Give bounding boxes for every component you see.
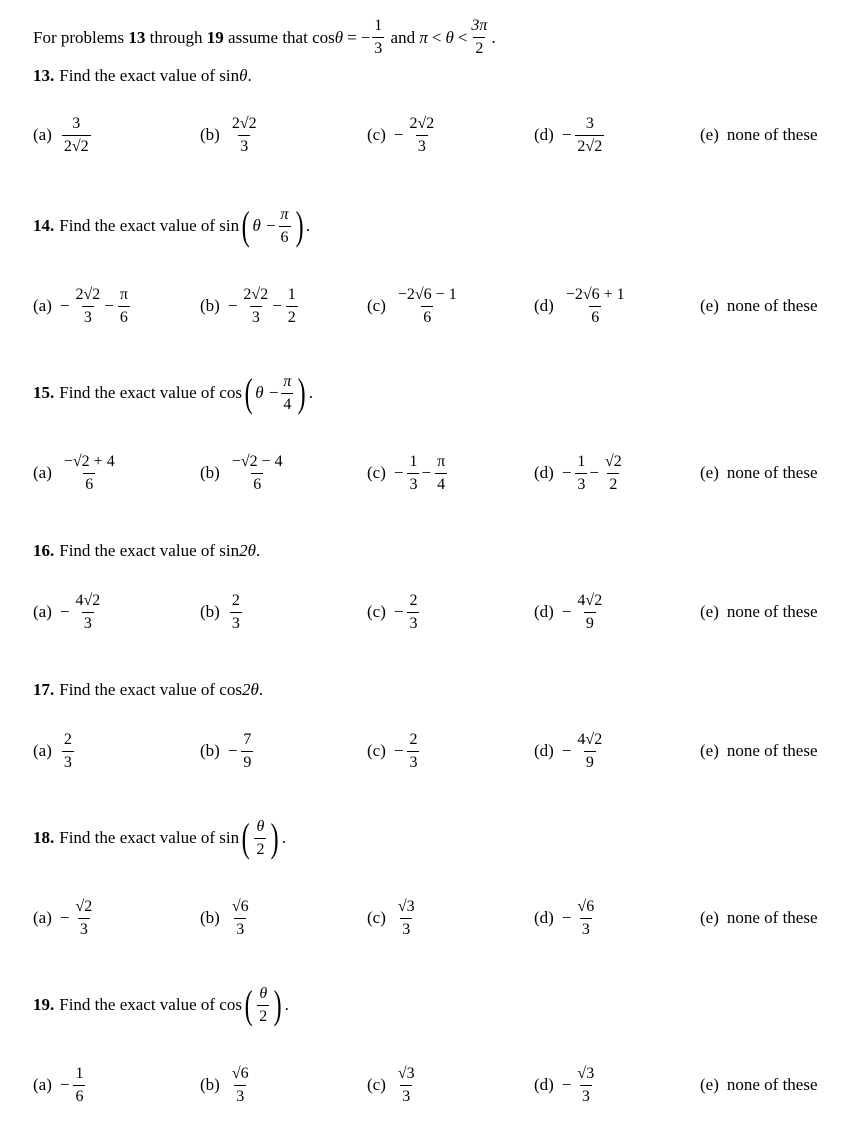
option-sign: − bbox=[393, 463, 404, 482]
option-fraction-num: −√2 + 4 bbox=[63, 452, 115, 470]
answer-option-a[interactable] bbox=[33, 589, 104, 635]
right-paren: ) bbox=[295, 203, 304, 248]
question-end: . bbox=[284, 995, 289, 1014]
option-fraction bbox=[396, 1066, 417, 1105]
intro-pi: π bbox=[419, 27, 428, 47]
question-17 bbox=[33, 680, 263, 700]
option-label: (c) bbox=[367, 296, 386, 315]
intro-lead: For problems bbox=[33, 27, 125, 47]
question-arg: 2θ bbox=[239, 541, 256, 560]
option-fraction-num: √6 bbox=[231, 1064, 249, 1082]
answer-option-a[interactable] bbox=[33, 1062, 87, 1108]
option-sign: − bbox=[561, 463, 572, 482]
option-label: (e) bbox=[700, 296, 719, 315]
option-fraction-den: 2√2 bbox=[62, 135, 91, 155]
question-number: 14. bbox=[33, 216, 55, 235]
question-number: 15. bbox=[33, 383, 55, 402]
question-end: . bbox=[305, 216, 311, 235]
question-arg-num: π bbox=[280, 205, 289, 223]
option-fraction-den: 6 bbox=[251, 473, 263, 493]
answer-option-e[interactable] bbox=[700, 895, 818, 941]
question-func: sin bbox=[219, 216, 240, 235]
intro-lt-1: < bbox=[431, 27, 442, 47]
option-fraction bbox=[230, 593, 242, 632]
answer-option-b[interactable] bbox=[200, 1062, 253, 1108]
option-sign: − bbox=[393, 602, 404, 621]
question-number: 17. bbox=[33, 680, 55, 699]
answer-option-a[interactable] bbox=[33, 895, 96, 941]
option-fraction-den: 3 bbox=[230, 612, 242, 632]
answer-option-e[interactable] bbox=[700, 589, 818, 635]
answer-option-d[interactable] bbox=[534, 728, 606, 774]
question-prompt: Find the exact value of bbox=[59, 383, 216, 402]
answer-option-b[interactable] bbox=[200, 895, 253, 941]
option-label: (b) bbox=[200, 741, 220, 760]
option-fraction-den: 3 bbox=[580, 1085, 592, 1105]
option-fraction-den: 6 bbox=[83, 473, 95, 493]
option-fraction-num: 1 bbox=[75, 1064, 84, 1082]
answer-option-c[interactable] bbox=[367, 112, 438, 158]
option-label: (b) bbox=[200, 125, 220, 144]
option-fraction-num: −2√6 + 1 bbox=[565, 285, 625, 303]
option-sign: − bbox=[561, 602, 572, 621]
option-label: (e) bbox=[700, 1075, 719, 1094]
option-fraction bbox=[73, 593, 102, 632]
option-fraction-num: √3 bbox=[577, 1064, 595, 1082]
option-label: (d) bbox=[534, 602, 554, 621]
option-fraction-den: 6 bbox=[73, 1085, 85, 1105]
option-fraction-den: 3 bbox=[82, 306, 94, 326]
option-fraction-den: 6 bbox=[589, 306, 601, 326]
option-fraction-num: 4√2 bbox=[577, 730, 603, 748]
right-paren: ) bbox=[271, 815, 280, 860]
option-fraction bbox=[230, 1066, 251, 1105]
option-fraction-num: 1 bbox=[577, 452, 586, 470]
answer-option-d[interactable] bbox=[534, 589, 606, 635]
option-label: (d) bbox=[534, 741, 554, 760]
option-label: (a) bbox=[33, 908, 52, 927]
option-text: none of these bbox=[726, 908, 818, 927]
question-14 bbox=[33, 203, 311, 248]
question-arg-num: π bbox=[283, 372, 292, 390]
option-label: (e) bbox=[700, 125, 719, 144]
option-fraction-den: 9 bbox=[241, 751, 253, 771]
option-fraction-2 bbox=[118, 287, 130, 326]
option-label: (a) bbox=[33, 463, 52, 482]
question-15 bbox=[33, 370, 313, 415]
option-label: (c) bbox=[367, 908, 386, 927]
option-label: (e) bbox=[700, 741, 719, 760]
answer-option-c[interactable] bbox=[367, 589, 421, 635]
option-sign: − bbox=[59, 296, 70, 315]
question-prompt: Find the exact value of bbox=[59, 995, 216, 1014]
question-arg-den: 6 bbox=[279, 226, 291, 246]
answer-option-d[interactable] bbox=[534, 450, 626, 496]
option-fraction bbox=[396, 899, 417, 938]
question-arg-den: 2 bbox=[254, 838, 266, 858]
intro-minus: − bbox=[360, 27, 371, 47]
answer-option-a[interactable] bbox=[33, 283, 132, 329]
intro-assume: assume that bbox=[228, 27, 308, 47]
question-func: cos bbox=[219, 680, 242, 699]
answer-option-c[interactable] bbox=[367, 728, 421, 774]
option-label: (d) bbox=[534, 1075, 554, 1094]
option-fraction bbox=[73, 899, 94, 938]
option-fraction bbox=[407, 593, 419, 632]
left-paren: ( bbox=[244, 982, 253, 1027]
answer-option-c[interactable] bbox=[367, 895, 419, 941]
option-fraction-den: 3 bbox=[580, 918, 592, 938]
option-fraction bbox=[73, 1066, 85, 1105]
option-fraction-den: 9 bbox=[584, 612, 596, 632]
option-fraction bbox=[575, 1066, 596, 1105]
option-fraction bbox=[564, 287, 627, 326]
option-sign: − bbox=[59, 1075, 70, 1094]
option-fraction-num: 3 bbox=[72, 114, 81, 132]
option-label: (e) bbox=[700, 463, 719, 482]
option-fraction-num: 1 bbox=[409, 452, 418, 470]
option-operator: − bbox=[421, 463, 432, 482]
option-label: (a) bbox=[33, 602, 52, 621]
answer-option-e[interactable] bbox=[700, 728, 818, 774]
question-arg-den: 2 bbox=[257, 1005, 269, 1025]
option-fraction bbox=[407, 116, 436, 155]
option-fraction bbox=[396, 287, 459, 326]
option-fraction-den: 3 bbox=[416, 135, 428, 155]
option-fraction bbox=[62, 116, 91, 155]
question-arg-fraction bbox=[279, 207, 291, 246]
question-16 bbox=[33, 541, 260, 561]
option-fraction-2-num: √2 bbox=[605, 452, 622, 470]
intro-cos-den: 3 bbox=[372, 37, 384, 57]
option-fraction-num: 2 bbox=[409, 730, 418, 748]
option-sign: − bbox=[227, 741, 238, 760]
option-fraction-2-den: 4 bbox=[435, 473, 447, 493]
option-fraction-num: 4√2 bbox=[75, 591, 101, 609]
option-fraction-2 bbox=[286, 287, 298, 326]
option-fraction bbox=[575, 732, 604, 771]
option-label: (c) bbox=[367, 741, 386, 760]
question-arg-den: 4 bbox=[281, 393, 293, 413]
option-fraction bbox=[62, 454, 117, 493]
question-end: . bbox=[247, 66, 252, 85]
intro-and: and bbox=[390, 27, 416, 47]
option-label: (b) bbox=[200, 1075, 220, 1094]
option-fraction bbox=[407, 454, 419, 493]
question-end: . bbox=[255, 541, 261, 560]
question-19 bbox=[33, 982, 289, 1027]
question-arg-fraction bbox=[254, 819, 266, 858]
answer-option-a[interactable] bbox=[33, 450, 119, 496]
option-label: (d) bbox=[534, 125, 554, 144]
answer-option-e[interactable] bbox=[700, 283, 818, 329]
option-fraction-num: √6 bbox=[231, 897, 249, 915]
option-label: (c) bbox=[367, 1075, 386, 1094]
option-sign: − bbox=[393, 741, 404, 760]
option-fraction-num: 3 bbox=[585, 114, 594, 132]
option-fraction-den: 2√2 bbox=[575, 135, 604, 155]
answer-option-a[interactable] bbox=[33, 728, 76, 774]
option-fraction-num: √6 bbox=[577, 897, 595, 915]
option-fraction-2-num: π bbox=[119, 285, 128, 303]
intro-eq: = bbox=[347, 27, 357, 47]
option-sign: − bbox=[561, 125, 572, 144]
question-arg-pre: θ − bbox=[255, 383, 280, 402]
answer-option-b[interactable] bbox=[200, 589, 244, 635]
option-operator: − bbox=[272, 296, 282, 315]
answer-option-b[interactable] bbox=[200, 728, 255, 774]
answer-option-d[interactable] bbox=[534, 895, 598, 941]
option-fraction bbox=[241, 732, 253, 771]
option-fraction-den: 3 bbox=[400, 918, 412, 938]
option-label: (b) bbox=[200, 908, 220, 927]
option-fraction-2 bbox=[435, 454, 447, 493]
left-paren: ( bbox=[241, 815, 250, 860]
option-fraction bbox=[241, 287, 270, 326]
option-label: (d) bbox=[534, 296, 554, 315]
question-number: 13. bbox=[33, 66, 55, 85]
option-fraction-2-den: 2 bbox=[286, 306, 298, 326]
option-fraction-2 bbox=[603, 454, 624, 493]
option-fraction-num: 2 bbox=[231, 591, 240, 609]
option-fraction bbox=[575, 454, 587, 493]
answer-option-e[interactable] bbox=[700, 1062, 818, 1108]
intro-cos-num: 1 bbox=[374, 17, 383, 34]
option-fraction-num: 2 bbox=[409, 591, 418, 609]
option-fraction-den: 3 bbox=[407, 612, 419, 632]
option-fraction-2-num: π bbox=[437, 452, 446, 470]
option-fraction bbox=[575, 593, 604, 632]
question-prompt: Find the exact value of bbox=[59, 680, 216, 699]
option-label: (a) bbox=[33, 741, 52, 760]
question-func: cos bbox=[219, 383, 242, 402]
question-prompt: Find the exact value of bbox=[59, 828, 216, 847]
option-label: (b) bbox=[200, 463, 220, 482]
answer-option-d[interactable] bbox=[534, 112, 606, 158]
question-end: . bbox=[281, 828, 287, 847]
option-sign: − bbox=[561, 741, 572, 760]
option-fraction-den: 3 bbox=[62, 751, 74, 771]
intro-bound-num: 3π bbox=[471, 17, 488, 34]
option-fraction-num: 7 bbox=[243, 730, 252, 748]
option-fraction bbox=[230, 454, 285, 493]
answer-option-a[interactable] bbox=[33, 112, 93, 158]
question-arg-num: θ bbox=[259, 984, 268, 1002]
answer-option-b[interactable] bbox=[200, 283, 300, 329]
option-fraction-den: 3 bbox=[234, 1085, 246, 1105]
intro-lt-2: < bbox=[457, 27, 468, 47]
option-label: (b) bbox=[200, 602, 220, 621]
left-paren: ( bbox=[244, 370, 253, 415]
option-label: (a) bbox=[33, 1075, 52, 1094]
option-sign: − bbox=[227, 296, 238, 315]
answer-option-d[interactable] bbox=[534, 1062, 598, 1108]
option-fraction-2-den: 6 bbox=[118, 306, 130, 326]
right-paren: ) bbox=[298, 370, 307, 415]
option-operator: − bbox=[104, 296, 114, 315]
option-fraction-num: 2√2 bbox=[75, 285, 101, 303]
option-fraction-den: 3 bbox=[78, 918, 90, 938]
option-fraction-den: 6 bbox=[421, 306, 433, 326]
intro-from-num: 13 bbox=[128, 27, 146, 47]
option-label: (e) bbox=[700, 908, 719, 927]
option-fraction-num: 2√2 bbox=[243, 285, 269, 303]
option-fraction-num: √3 bbox=[397, 1064, 415, 1082]
option-label: (c) bbox=[367, 463, 386, 482]
option-label: (a) bbox=[33, 125, 52, 144]
option-sign: − bbox=[393, 125, 404, 144]
question-arg-fraction bbox=[281, 374, 293, 413]
intro-bound-den: 2 bbox=[473, 37, 485, 57]
option-fraction-den: 3 bbox=[575, 473, 587, 493]
answer-option-c[interactable] bbox=[367, 1062, 419, 1108]
option-fraction-num: 2√2 bbox=[409, 114, 435, 132]
option-fraction-den: 9 bbox=[584, 751, 596, 771]
option-label: (d) bbox=[534, 908, 554, 927]
question-func: cos bbox=[219, 995, 242, 1014]
intro-line bbox=[33, 18, 496, 57]
option-text: none of these bbox=[726, 125, 818, 144]
question-number: 19. bbox=[33, 995, 55, 1014]
question-arg: θ bbox=[239, 66, 248, 85]
option-fraction bbox=[230, 899, 251, 938]
option-fraction-den: 3 bbox=[400, 1085, 412, 1105]
answer-option-e[interactable] bbox=[700, 112, 818, 158]
option-fraction-den: 3 bbox=[82, 612, 94, 632]
left-paren: ( bbox=[241, 203, 250, 248]
question-number: 16. bbox=[33, 541, 55, 560]
question-number: 18. bbox=[33, 828, 55, 847]
option-label: (d) bbox=[534, 463, 554, 482]
option-label: (b) bbox=[200, 296, 220, 315]
option-fraction-num: √2 bbox=[75, 897, 93, 915]
answer-option-c[interactable] bbox=[367, 283, 461, 329]
option-fraction-2-num: 1 bbox=[287, 285, 296, 303]
option-sign: − bbox=[561, 908, 572, 927]
option-text: none of these bbox=[726, 741, 818, 760]
option-fraction-den: 3 bbox=[238, 135, 250, 155]
option-label: (c) bbox=[367, 125, 386, 144]
intro-to-num: 19 bbox=[206, 27, 224, 47]
answer-option-d[interactable] bbox=[534, 283, 629, 329]
question-prompt: Find the exact value of bbox=[59, 541, 216, 560]
option-fraction-den: 3 bbox=[234, 918, 246, 938]
answer-option-c[interactable] bbox=[367, 450, 449, 496]
intro-theta: θ bbox=[334, 27, 344, 47]
question-end: . bbox=[258, 680, 264, 699]
intro-theta-2: θ bbox=[445, 27, 454, 47]
intro-cos-fraction bbox=[372, 18, 384, 57]
option-label: (e) bbox=[700, 602, 719, 621]
option-sign: − bbox=[59, 908, 70, 927]
option-fraction-num: 2 bbox=[63, 730, 72, 748]
option-fraction-num: 2√2 bbox=[231, 114, 257, 132]
option-fraction bbox=[575, 899, 596, 938]
question-func: sin bbox=[219, 541, 240, 560]
option-fraction-num: −√2 − 4 bbox=[231, 452, 283, 470]
question-prompt: Find the exact value of bbox=[59, 216, 216, 235]
option-fraction bbox=[230, 116, 259, 155]
option-fraction-den: 3 bbox=[407, 473, 419, 493]
option-fraction-num: −2√6 − 1 bbox=[397, 285, 457, 303]
option-fraction-2-den: 2 bbox=[607, 473, 619, 493]
option-label: (a) bbox=[33, 296, 52, 315]
question-prompt: Find the exact value of bbox=[59, 66, 216, 85]
option-operator: − bbox=[589, 463, 600, 482]
question-arg-pre: θ − bbox=[252, 216, 277, 235]
answer-option-b[interactable] bbox=[200, 112, 261, 158]
question-func: sin bbox=[219, 828, 240, 847]
option-sign: − bbox=[561, 1075, 572, 1094]
question-18 bbox=[33, 815, 287, 860]
intro-through: through bbox=[149, 27, 203, 47]
question-arg-num: θ bbox=[256, 817, 265, 835]
question-end: . bbox=[308, 383, 313, 402]
intro-cos: cos bbox=[312, 27, 335, 47]
option-sign: − bbox=[59, 602, 70, 621]
answer-option-b[interactable] bbox=[200, 450, 287, 496]
option-text: none of these bbox=[726, 296, 818, 315]
option-fraction-den: 3 bbox=[250, 306, 262, 326]
option-text: none of these bbox=[726, 463, 818, 482]
answer-option-e[interactable] bbox=[700, 450, 818, 496]
option-fraction bbox=[575, 116, 604, 155]
option-text: none of these bbox=[726, 602, 818, 621]
option-fraction bbox=[407, 732, 419, 771]
question-arg: 2θ bbox=[241, 680, 259, 699]
question-13 bbox=[33, 66, 252, 86]
question-func: sin bbox=[219, 66, 240, 85]
option-fraction bbox=[73, 287, 102, 326]
question-arg-fraction bbox=[257, 986, 269, 1025]
option-fraction-num: √3 bbox=[397, 897, 415, 915]
intro-period: . bbox=[491, 27, 496, 47]
option-label: (c) bbox=[367, 602, 386, 621]
option-fraction bbox=[62, 732, 74, 771]
option-text: none of these bbox=[726, 1075, 818, 1094]
intro-bound-fraction bbox=[469, 18, 489, 57]
right-paren: ) bbox=[273, 982, 282, 1027]
option-fraction-den: 3 bbox=[407, 751, 419, 771]
option-fraction-num: 4√2 bbox=[577, 591, 603, 609]
